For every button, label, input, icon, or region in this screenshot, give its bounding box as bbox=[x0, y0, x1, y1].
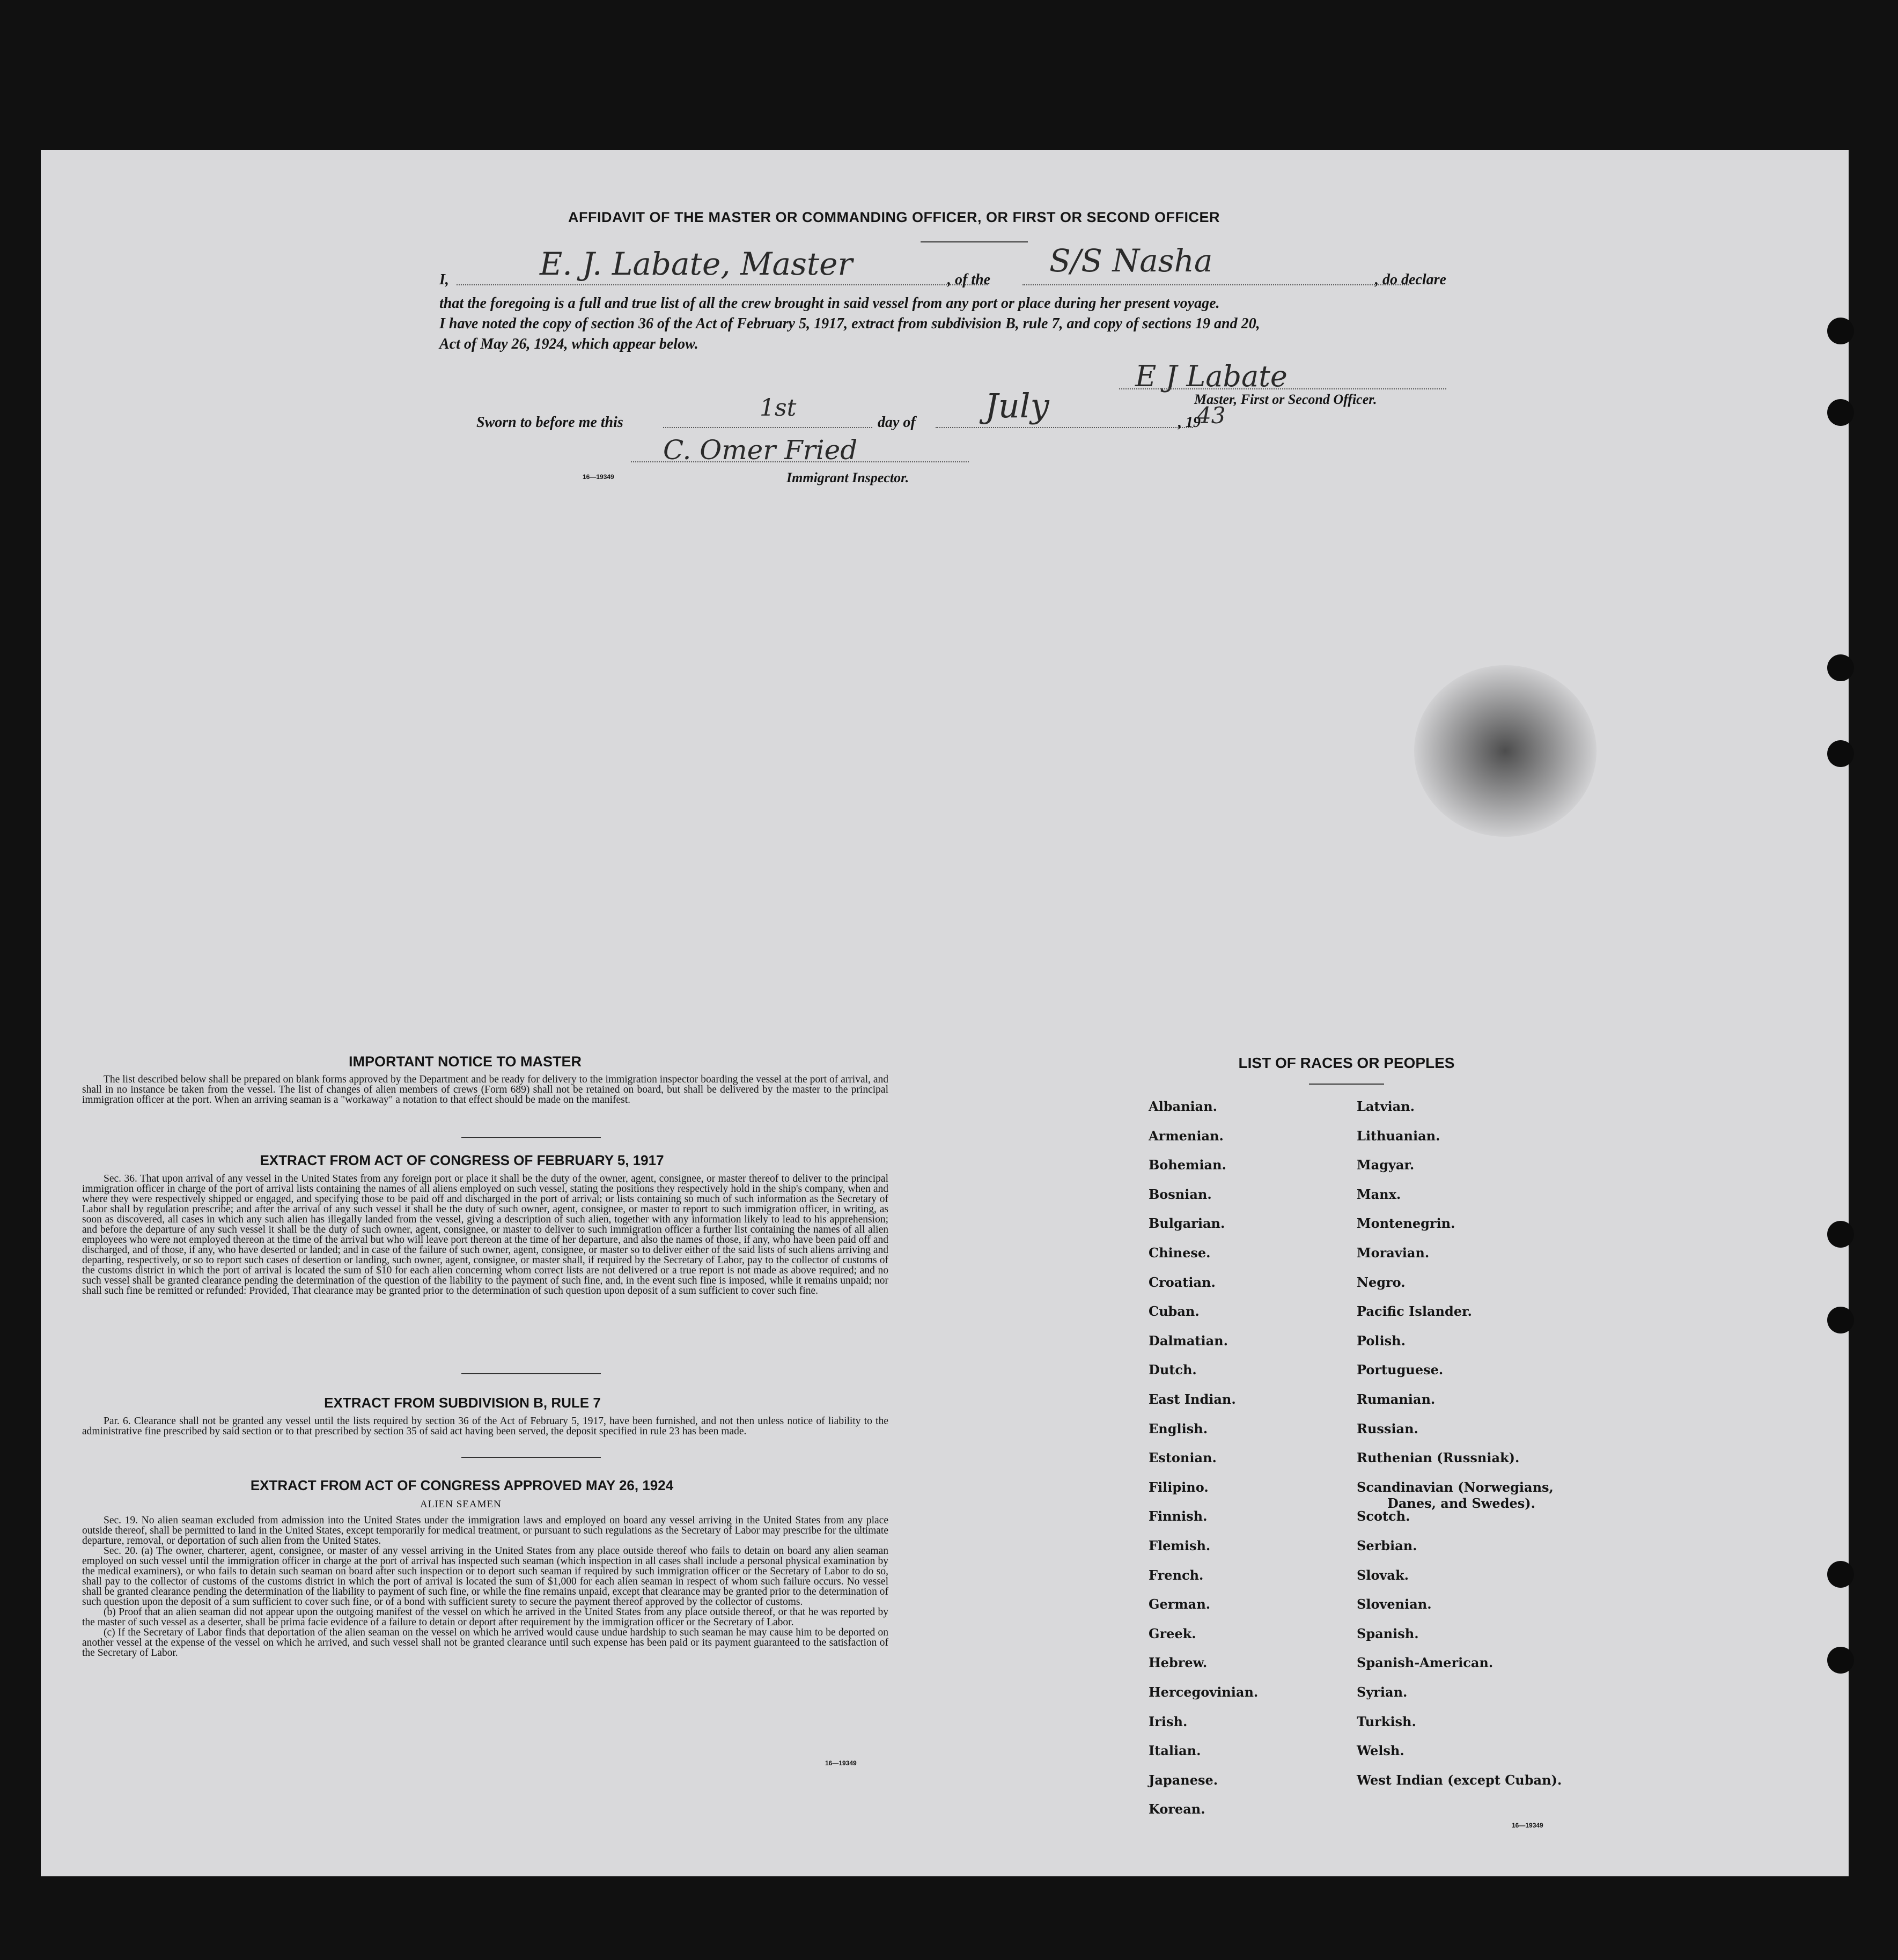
race-item: Croatian. bbox=[1149, 1274, 1216, 1290]
section-divider bbox=[461, 1457, 601, 1458]
punch-hole bbox=[1827, 1647, 1854, 1674]
race-item: Japanese. bbox=[1149, 1772, 1218, 1788]
race-item: German. bbox=[1149, 1596, 1211, 1612]
extract3-paragraph: Sec. 19. No alien seaman excluded from admission into the United States under the immigration laws and employed on board any vessel arriving in the United States from any place outside thereof, shall be permitted to land in the United States, except temporarily for medical treatment, or pursuant to such regulations as the Secretary of Labor may prescribe for the ultimate departure, removal, or deportation of such alien from the United States. bbox=[82, 1515, 888, 1546]
race-item: Syrian. bbox=[1357, 1684, 1408, 1700]
section-divider bbox=[461, 1373, 601, 1374]
race-item: Scandinavian (Norwegians, bbox=[1357, 1479, 1554, 1495]
affidavit-title: AFFIDAVIT OF THE MASTER OR COMMANDING OFFICER, OR FIRST OR SECOND OFFICER bbox=[568, 209, 1220, 225]
ink-smudge bbox=[1414, 665, 1597, 837]
document-sheet bbox=[41, 150, 1849, 1876]
notice-text bbox=[82, 1074, 888, 1105]
day-line bbox=[663, 427, 872, 428]
punch-hole bbox=[1827, 399, 1854, 426]
race-item: Slovenian. bbox=[1357, 1596, 1432, 1612]
race-item: Estonian. bbox=[1149, 1450, 1217, 1466]
punch-hole bbox=[1827, 1561, 1854, 1588]
title-divider bbox=[921, 241, 1028, 242]
extract2-text bbox=[82, 1416, 888, 1436]
handwritten-master-name: E. J. Labate, Master bbox=[540, 246, 853, 282]
race-item: Bohemian. bbox=[1149, 1157, 1226, 1173]
notice-paragraph: The list described below shall be prepared on blank forms approved by the Department and be ready for delivery to the immigration inspector boarding the vessel at the port of arrival, and shall in no instance be taken from the vessel. The list of changes of alien members of crews (Form 689) shall not be retained on board, but shall be delivered by the master to the principal immigration officer at the port. When an arriving seaman is a "workaway" a notation to that effect should be made on the manifest. bbox=[82, 1074, 888, 1106]
race-item: Hercegovinian. bbox=[1149, 1684, 1259, 1700]
sworn-label: Sworn to before me this bbox=[476, 414, 623, 431]
race-item: Chinese. bbox=[1149, 1245, 1211, 1261]
race-item: Korean. bbox=[1149, 1801, 1205, 1817]
extract1-text bbox=[82, 1174, 888, 1296]
handwritten-vessel-name: S/S Nasha bbox=[1049, 242, 1213, 279]
race-item: Armenian. bbox=[1149, 1128, 1224, 1144]
declarant-label: I, bbox=[439, 271, 449, 288]
race-item: Flemish. bbox=[1149, 1538, 1211, 1553]
inspector-line bbox=[631, 461, 969, 462]
year-label: , 19 bbox=[1178, 414, 1201, 431]
race-item: Moravian. bbox=[1357, 1245, 1430, 1261]
race-item: Slovak. bbox=[1357, 1567, 1409, 1583]
race-item: Spanish. bbox=[1357, 1625, 1419, 1641]
race-item: Spanish-American. bbox=[1357, 1655, 1494, 1671]
race-item: Latvian. bbox=[1357, 1099, 1415, 1114]
extract1-paragraph: Sec. 36. That upon arrival of any vessel in the United States from any foreign port or place it shall be the duty of the owner, agent, consignee, or master thereof to deliver to the principal immigration officer in charge of the port of arrival lists containing the names of all aliens employed on such vessel, stating the positions they respectively hold in the ship's company, when and where they were respectively shipped or engaged, and specifying those to be paid off and discharged in the port of arrival; or lists containing so much of such information as the Secretary of Labor shall by regulation prescribe; and after the arrival of any such vessel it shall be the duty of such owner, agent, consignee, or master to report to such immigration officer, in writing, as soon as discovered, all cases in which any such alien has illegally landed from the vessel, giving a description of such alien, together with any information likely to lead to his apprehension; and before the departure of any such vessel it shall be the duty of such owner, agent, consignee, or master to deliver to such immigration officer a further list containing the names of all alien employees who were not employed thereon at the time of the arrival but who will leave port thereon at the time of her departure, and also the names of those, if any, who have been paid off and discharged, and of those, if any, who have deserted or landed; and in case of the failure of such owner, agent, consignee, or master so to deliver either of the said lists of such aliens arriving and departing, respectively, or so to report such cases of desertion or landing, such owner, agent, consignee, or master shall, if required by the Secretary of Labor, pay to the collector of customs of the customs district in which the port of arrival is located the sum of $10 for each alien concerning whom correct lists are not delivered or a true report is not made as above required; and no such vessel shall be granted clearance pending the determination of the question of the liability to the payment of such fine, and, in the event such fine is imposed, while it remains unpaid; nor shall such fine be remitted or refunded: Provided, That clearance may be granted prior to the determination of such question upon deposit of a sum sufficient to cover such fine. bbox=[82, 1173, 888, 1296]
race-item: Magyar. bbox=[1357, 1157, 1415, 1173]
notice-title: IMPORTANT NOTICE TO MASTER bbox=[349, 1053, 582, 1070]
signature-line bbox=[1119, 388, 1446, 389]
race-item: Pacific Islander. bbox=[1357, 1303, 1472, 1320]
punch-hole bbox=[1827, 1307, 1854, 1333]
punch-hole bbox=[1827, 1221, 1854, 1248]
handwritten-year: 43 bbox=[1197, 402, 1226, 429]
form-number: 16—19349 bbox=[825, 1759, 857, 1767]
declaration-line-3: I have noted the copy of section 36 of the Act of February 5, 1917, extract from subdivision B, rule 7, and copy of sections 19 and 20, bbox=[439, 315, 1260, 332]
punch-hole bbox=[1827, 318, 1854, 344]
punch-hole bbox=[1827, 740, 1854, 767]
vessel-line bbox=[1022, 284, 1409, 285]
race-item: English. bbox=[1149, 1420, 1208, 1436]
race-item: Bulgarian. bbox=[1149, 1215, 1225, 1232]
extract2-paragraph: Par. 6. Clearance shall not be granted any vessel until the lists required by section 36 of the Act of February 5, 1917, have been furnished, and not then unless notice of liability to the administrative fine prescribed by said section or to that prescribed by section 35 of said act having been served, the deposit specified in rule 23 has been made. bbox=[82, 1416, 888, 1437]
race-item: Albanian. bbox=[1149, 1099, 1217, 1114]
of-the-label: , of the bbox=[947, 271, 991, 288]
race-item: Rumanian. bbox=[1357, 1391, 1436, 1407]
race-item: Turkish. bbox=[1357, 1713, 1416, 1729]
form-number: 16—19349 bbox=[583, 473, 614, 481]
extract2-title: EXTRACT FROM SUBDIVISION B, RULE 7 bbox=[324, 1395, 601, 1411]
declaration-line-2: that the foregoing is a full and true list of all the crew brought in said vessel from any port or place during her present voyage. bbox=[439, 295, 1220, 312]
race-item: Hebrew. bbox=[1149, 1655, 1208, 1671]
race-item: Lithuanian. bbox=[1357, 1128, 1440, 1144]
race-item: East Indian. bbox=[1149, 1391, 1236, 1407]
race-item: Manx. bbox=[1357, 1186, 1401, 1202]
race-item: Greek. bbox=[1149, 1625, 1196, 1641]
name-line bbox=[457, 284, 988, 285]
race-item: Montenegrin. bbox=[1357, 1215, 1455, 1232]
extract3-paragraph: (b) Proof that an alien seaman did not appear upon the outgoing manifest of the vessel on which he arrived in the United States from any place outside thereof, or that he was reported by the master of such vessel as a deserter, shall be prima facie evidence of a failure to detain or deport after requirement by the immigration officer or the Secretary of Labor. bbox=[82, 1607, 888, 1628]
declaration-line-4: Act of May 26, 1924, which appear below. bbox=[439, 336, 698, 352]
race-item: Ruthenian (Russniak). bbox=[1357, 1450, 1520, 1466]
punch-hole bbox=[1827, 654, 1854, 681]
race-item: Russian. bbox=[1357, 1420, 1418, 1436]
day-of-label: day of bbox=[878, 414, 916, 431]
race-item: Finnish. bbox=[1149, 1508, 1208, 1524]
race-item: Scotch. bbox=[1357, 1508, 1410, 1524]
signature-caption: Master, First or Second Officer. bbox=[1194, 392, 1377, 407]
races-divider bbox=[1309, 1084, 1384, 1085]
extract3-paragraph: Sec. 20. (a) The owner, charterer, agent, consignee, or master of any vessel arriving in the United States from any place outside thereof who fails to detain on board any alien seaman employed on such vessel until the immigration officer in charge at the port of arrival has inspected such seaman (which inspection in all cases shall include a personal physical examination by the medical examiners), or who fails to detain such seaman on board after such inspection or to deport such seaman if required by such immigration officer or the Secretary of Labor to do so, shall pay to the collector of customs of the customs district in which the port of arrival is located the sum of $1,000 for each alien seaman in respect of whom such failure occurs. No vessel shall be granted clearance pending the determination of the liability to payment of such fine, or while the fine remains unpaid, except that clearance may be granted prior to the determination of such question upon the deposit of a sum sufficient to cover such fine, or of a bond with sufficient surety to secure the payment thereof approved by the collector of customs. bbox=[82, 1545, 888, 1608]
race-item: Irish. bbox=[1149, 1713, 1188, 1729]
race-item: Filipino. bbox=[1149, 1479, 1209, 1495]
form-number: 16—19349 bbox=[1512, 1822, 1543, 1829]
inspector-caption: Immigrant Inspector. bbox=[786, 470, 909, 485]
handwritten-day: 1st bbox=[760, 394, 797, 422]
race-item: Welsh. bbox=[1357, 1743, 1404, 1759]
extract3-text bbox=[82, 1515, 888, 1658]
race-item: Italian. bbox=[1149, 1743, 1201, 1759]
race-item: Bosnian. bbox=[1149, 1186, 1212, 1202]
race-item: West Indian (except Cuban). bbox=[1357, 1772, 1562, 1788]
handwritten-master-signature: E J Labate bbox=[1135, 359, 1288, 393]
handwritten-month: July bbox=[985, 386, 1049, 425]
races-title: LIST OF RACES OR PEOPLES bbox=[1238, 1055, 1455, 1071]
race-item: Dutch. bbox=[1149, 1362, 1197, 1378]
section-divider bbox=[461, 1137, 601, 1138]
extract3-title: EXTRACT FROM ACT OF CONGRESS APPROVED MAY 26, 1924 bbox=[250, 1477, 674, 1493]
race-item: Polish. bbox=[1357, 1332, 1406, 1349]
race-item: Cuban. bbox=[1149, 1303, 1200, 1320]
extract3-subtitle: ALIEN SEAMEN bbox=[420, 1499, 502, 1510]
race-item: Negro. bbox=[1357, 1274, 1406, 1290]
race-item: Portuguese. bbox=[1357, 1362, 1444, 1378]
extract3-paragraph: (c) If the Secretary of Labor finds that deportation of the alien seaman on the vessel on which he arrived would cause undue hardship to such seaman he may cause him to be deported on another vessel at the expense of the vessel on which he arrived, and such vessel shall not be granted clearance until such expense has been paid or its payment guaranteed to the satisfaction of the Secretary of Labor. bbox=[82, 1627, 888, 1659]
do-declare-label: , do declare bbox=[1375, 271, 1446, 288]
month-line bbox=[936, 427, 1193, 428]
race-item: Danes, and Swedes). bbox=[1387, 1495, 1535, 1511]
extract1-title: EXTRACT FROM ACT OF CONGRESS OF FEBRUARY 5, 1917 bbox=[260, 1152, 664, 1168]
race-item: Serbian. bbox=[1357, 1538, 1417, 1553]
race-item: Dalmatian. bbox=[1149, 1332, 1228, 1349]
handwritten-inspector-signature: C. Omer Fried bbox=[663, 434, 858, 466]
race-item: French. bbox=[1149, 1567, 1204, 1583]
